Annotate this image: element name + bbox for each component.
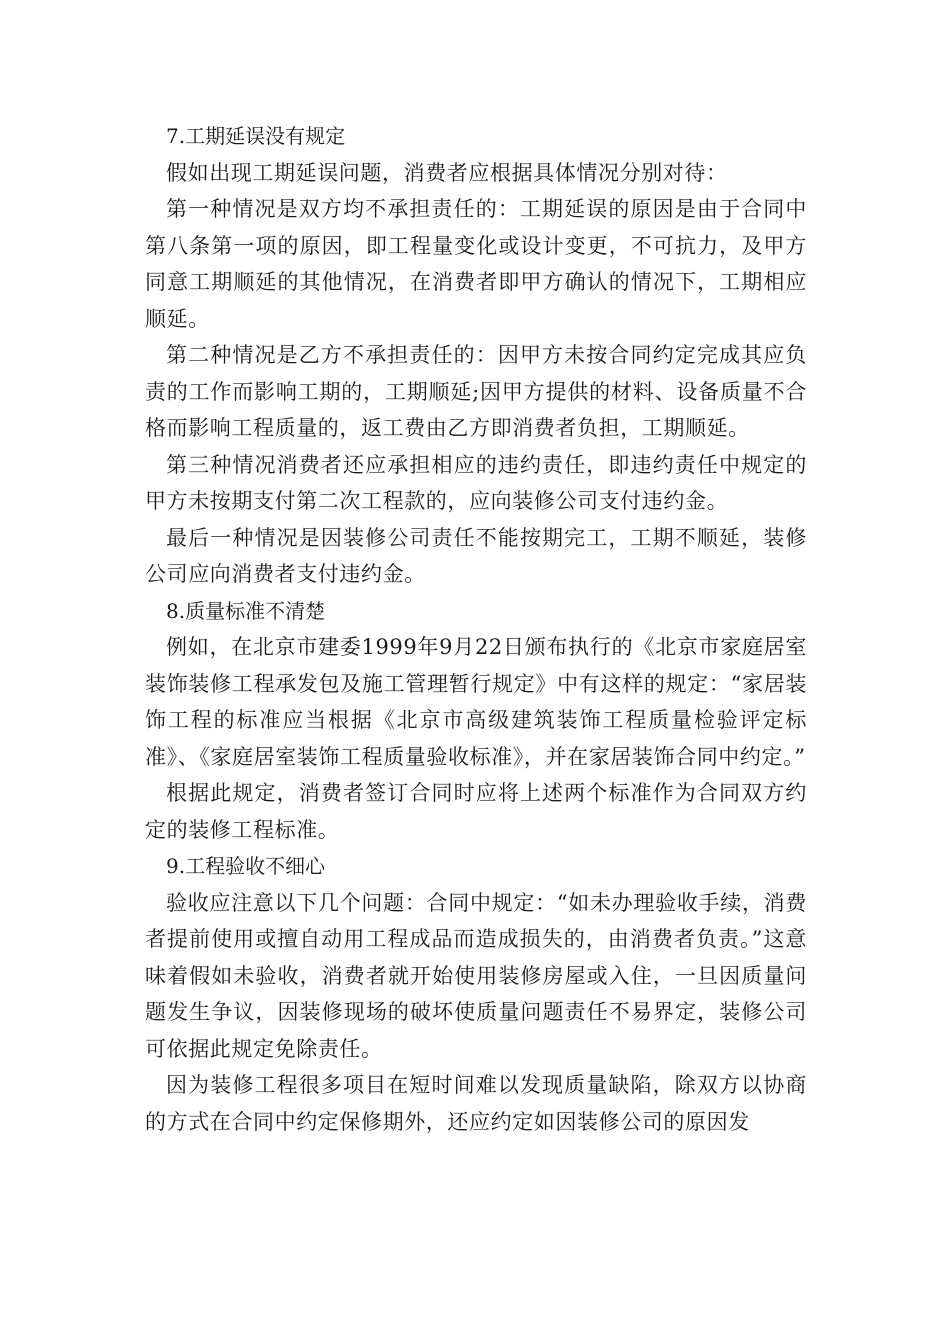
section-7-paragraph-5: 最后一种情况是因装修公司责任不能按期完工，工期不顺延，装修公司应向消费者支付违约金。 — [145, 525, 807, 586]
section-7-paragraph-2: 第一种情况是双方均不承担责任的：工期延误的原因是由于合同中第八条第一项的原因，即工程量变化或设计变更，不可抗力，及甲方同意工期顺延的其他情况，在消费者即甲方确认的情况下，工期相应顺延。 — [145, 197, 807, 331]
document-body — [145, 118, 807, 1140]
section-8-paragraph-2: 根据此规定，消费者签订合同时应将上述两个标准作为合同双方约定的装修工程标准。 — [145, 781, 807, 842]
section-9-heading: 9.工程验收不细心 — [166, 854, 326, 878]
section-9-paragraph-2: 因为装修工程很多项目在短时间难以发现质量缺陷，除双方以协商的方式在合同中约定保修期外，还应约定如因装修公司的原因发 — [145, 1073, 807, 1134]
section-8-heading: 8.质量标准不清楚 — [166, 598, 326, 623]
section-7-heading: 7.工期延误没有规定 — [166, 124, 346, 148]
section-9-paragraph-1: 验收应注意以下几个问题：合同中规定：“如未办理验收手续，消费者提前使用或擅自动用工程成品而造成损失的，由消费者负责。”这意味着假如未验收，消费者就开始使用装修房屋或入住，一旦因质量问题发生争议，因装修现场的破坏使质量问题责任不易界定，装修公司可依据此规定免除责任。 — [145, 890, 807, 1061]
section-7-paragraph-1: 假如出现工期延误问题，消费者应根据具体情况分别对待： — [166, 160, 728, 185]
section-8-paragraph-1: 例如，在北京市建委1999年9月22日颁布执行的《北京市家庭居室装饰装修工程承发包及施工管理暂行规定》中有这样的规定：“家居装饰工程的标准应当根据《北京市高级建筑装饰工程质量检验评定标准》、《家庭居室装饰工程质量验收标准》，并在家居装饰合同中约定。” — [145, 635, 807, 769]
section-7-paragraph-4: 第三种情况消费者还应承担相应的违约责任，即违约责任中规定的甲方未按期支付第二次工程款的，应向装修公司支付违约金。 — [145, 452, 807, 513]
section-7-paragraph-3: 第二种情况是乙方不承担责任的：因甲方未按合同约定完成其应负责的工作而影响工期的，工期顺延;因甲方提供的材料、设备质量不合格而影响工程质量的，返工费由乙方即消费者负担，工期顺延。 — [145, 343, 807, 440]
